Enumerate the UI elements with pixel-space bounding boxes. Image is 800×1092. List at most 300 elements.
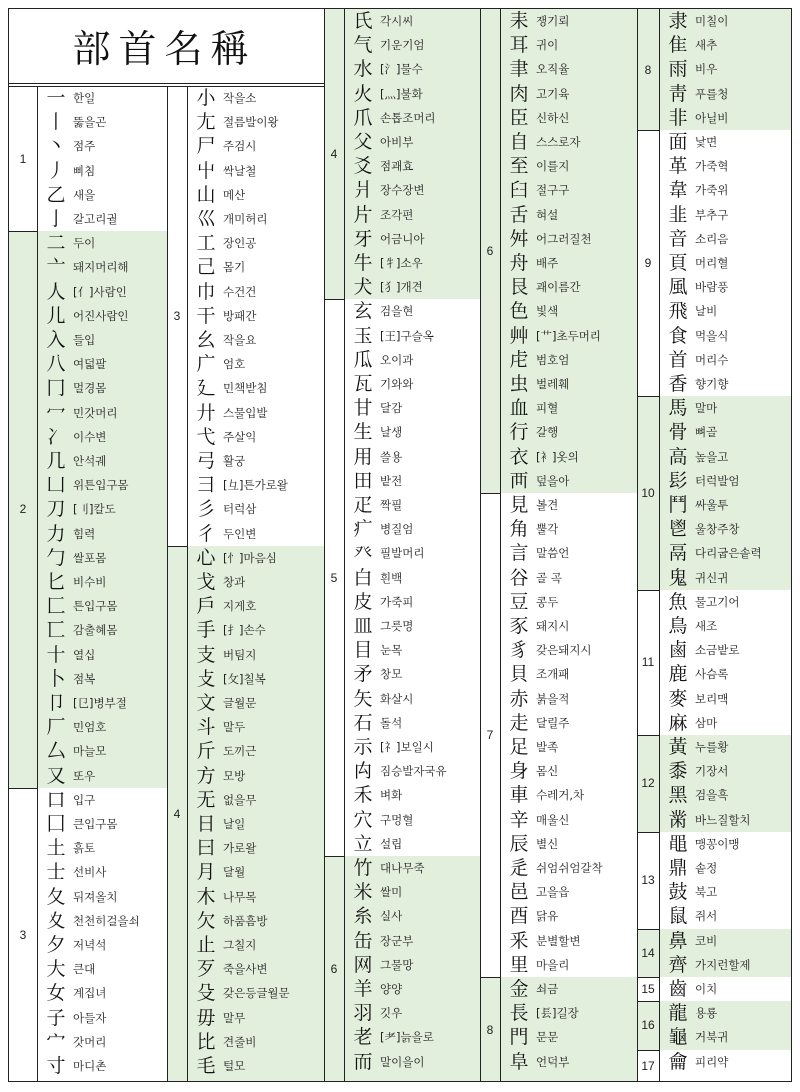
radical-name: 쓸용 [380,449,403,464]
radical-char: 巾 [196,280,216,303]
radical-name: 감출혜몸 [73,623,118,638]
radical-name: 보리맥 [695,691,729,706]
radical-name: 창과 [223,575,246,589]
radical-char: 屮 [196,159,216,182]
radical-name: 새조 [695,619,718,633]
radical-name: [亻]사람인 [73,284,127,299]
radical-char: 木 [196,885,216,908]
radical-name: 말무 [223,1010,246,1025]
radical-name: 글월문 [223,696,257,710]
radical-name: 없을무 [223,792,257,807]
stroke-count-label: 3 [19,927,27,942]
radical-name: 그칠지 [223,938,257,952]
radical-char: 魚 [668,590,688,613]
radical-char: 尸 [196,135,216,158]
radical-name: 새을 [73,187,96,202]
radical-char: 食 [668,324,688,347]
radical-name: 오이과 [380,352,414,367]
radical-char: 爻 [353,155,373,178]
radical-name: 뚫을곤 [73,115,107,130]
radical-char: 冂 [46,377,66,400]
radical-char: 牙 [353,227,373,250]
radical-name: 높을고 [695,449,729,464]
radical-char: 几 [46,450,66,472]
radical-name: 밭전 [380,473,403,488]
radical-name: 비수비 [73,575,107,589]
radical-name: 몸신 [536,764,559,779]
radical-name: 흰백 [380,570,403,585]
radical-name: [艹]초두머리 [536,328,601,343]
radical-char: 隹 [668,34,688,57]
radical-name: 말두 [223,720,246,735]
radical-name: 달감 [380,401,403,416]
radical-char: 金 [509,978,529,1000]
radical-char: 文 [196,692,216,714]
radical-char: 彡 [196,498,216,521]
radical-char: 血 [509,397,529,420]
radical-char: 广 [196,353,216,376]
radical-char: 爿 [353,179,373,202]
radical-char: 自 [509,131,529,153]
radical-name: 가죽위 [695,183,729,198]
radical-char: 鬼 [668,566,688,589]
radical-char: 辰 [509,832,529,855]
radical-name: 갖은등글월문 [223,986,290,1001]
stroke-count-label: 16 [641,1018,655,1033]
radical-char: 長 [509,1002,529,1025]
radical-char: 酉 [509,905,529,928]
radical-char: 辵 [509,857,529,879]
radical-name: 쌀포몸 [73,550,107,565]
radical-name: 버팀지 [223,647,257,662]
radical-char: 黍 [668,760,688,783]
radical-name: [刂]칼도 [73,502,116,517]
radical-char: 米 [353,881,373,904]
radical-name: 매울신 [536,812,570,827]
radical-char: 皮 [353,590,373,613]
radical-name: 삼마 [695,715,718,730]
radical-char: 欠 [196,909,216,932]
radical-name: 그물망 [380,957,414,972]
stroke-count-label: 1 [19,151,27,166]
radical-char: 雨 [668,58,688,81]
radical-name: 민엄호 [73,720,107,735]
radical-name: 비우 [695,62,718,77]
radical-name: 힘력 [73,526,96,541]
radical-name: 뒤져올치 [73,889,118,904]
radical-char: 穴 [353,808,373,831]
radical-name: 볼견 [536,498,559,512]
radical-char: 髟 [668,469,688,492]
radical-name: 돼지머리해 [73,260,129,275]
radical-name: 절름발이왕 [223,115,279,130]
radical-name: 멀경몸 [73,381,107,396]
radical-name: 활궁 [223,454,246,468]
radical-char: 歹 [196,958,216,981]
radical-name: 범호엄 [536,352,570,367]
radical-char: 甘 [353,397,373,420]
radical-name: 가로왈 [223,841,257,856]
radical-name: 돌석 [380,715,403,730]
radical-char: 火 [353,82,373,105]
radical-name: 기와와 [380,377,414,391]
radical-char: 舌 [509,203,529,226]
radical-char: 父 [353,131,373,153]
radical-name: 털모 [223,1059,246,1073]
radical-char: 高 [668,445,688,468]
radical-char: 刀 [46,498,66,521]
radical-name: 여덟팔 [73,357,107,372]
radical-name: 천천히걸을쇠 [73,913,140,928]
radical-name: 마을리 [536,957,570,972]
radical-char: 厶 [46,740,66,763]
radical-char: 力 [46,522,66,545]
radical-char: 鬲 [668,542,688,565]
radical-name: 메산 [223,187,246,202]
radical-char: 犬 [353,276,373,299]
radical-name: 주살익 [223,429,257,444]
radical-char: 鼠 [668,905,688,928]
radical-name: 수레거,차 [536,788,585,803]
radical-char: 水 [353,58,373,81]
radical-name: 날일 [223,817,246,831]
radical-char: 宀 [46,1030,66,1053]
radical-char: 斤 [196,740,216,763]
radical-char: 行 [509,421,529,444]
radical-char: 至 [509,155,529,178]
radical-char: 彐 [196,474,216,497]
radical-name: 필발머리 [380,546,425,561]
radical-char: 鼓 [668,881,688,904]
radical-char: 弓 [196,450,216,472]
radical-char: 瓜 [353,348,373,371]
radical-char: 戈 [196,571,216,593]
radical-name: 두인변 [223,526,257,541]
radical-char: 羊 [353,978,373,1000]
radical-name: 또우 [73,768,96,783]
radical-name: 그릇명 [380,619,414,633]
radical-name: 장인공 [223,236,257,251]
radical-name: 오직율 [536,62,570,77]
radical-name: 쥐서 [695,909,718,924]
radical-name: 들입 [73,333,96,347]
radical-char: 黽 [668,832,688,855]
radical-char: 用 [353,445,373,468]
radical-char: 鳥 [668,615,688,637]
radical-name: 다리굽은솥력 [695,546,762,561]
radical-name: 화살시 [380,691,414,706]
radical-char: 丿 [46,159,66,182]
radical-name: 피리약 [695,1054,729,1069]
radical-name: 날생 [380,425,403,440]
radical-char: 羽 [353,1002,373,1025]
stroke-count-label: 14 [641,945,655,960]
radical-char: 赤 [509,687,529,710]
radical-char: 尢 [196,111,216,134]
radical-char: 衣 [509,445,529,468]
radical-char: 虍 [509,348,529,371]
radical-name: 설립 [380,836,403,851]
radical-char: 臣 [509,106,529,129]
radical-name: 짐승발자국유 [380,764,447,779]
radical-char: 豆 [509,590,529,613]
radical-char: 田 [353,469,373,492]
radical-name: 닭유 [536,909,559,924]
radical-char: 彳 [196,522,216,545]
radical-char: 耒 [509,10,529,32]
radical-char: 阜 [509,1050,529,1073]
radical-name: 조각편 [380,207,414,222]
radical-name: 점괘효 [380,159,414,174]
radical-char: 人 [46,280,66,303]
radical-char: 二 [46,232,66,255]
radical-char: 亠 [46,256,66,279]
radical-char: 韋 [668,179,688,202]
radical-char: 夂 [46,885,66,908]
radical-char: 風 [668,276,688,299]
radical-name: 작을소 [223,91,257,105]
radical-char: 立 [353,832,373,855]
radical-char: 鹿 [668,663,688,686]
radical-char: 寸 [46,1055,66,1077]
radical-char: 乙 [46,183,66,206]
stroke-count-label: 8 [486,1022,494,1037]
radical-char: 辛 [509,808,529,831]
radical-name: [牜]소우 [380,256,423,270]
radical-char: 舟 [509,252,529,274]
radical-name: 소리음 [695,231,729,246]
radical-name: 혀설 [536,207,559,222]
radical-name: 피혈 [536,401,559,416]
radical-name: 아닐비 [695,110,729,125]
radical-char: 臼 [509,179,529,202]
radical-char: 亅 [46,208,66,230]
radical-name: 달릴주 [536,715,570,730]
radical-char: 首 [668,348,688,371]
radical-name: [犭]개견 [380,280,423,295]
radical-name: 말이을이 [380,1054,425,1069]
radical-char: 禾 [353,784,373,807]
radical-char: 入 [46,329,66,351]
radical-name: 먹을식 [695,328,729,343]
radical-name: 깃우 [380,1006,403,1021]
radical-char: 牛 [353,252,373,274]
radical-char: 鼎 [668,857,688,879]
radical-name: 귀신귀 [695,570,729,585]
radical-name: 기운기엄 [380,38,425,53]
stroke-count-label: 15 [641,982,655,997]
radical-name: 안석궤 [73,454,107,468]
radical-char: 曰 [196,837,216,860]
radical-name: 입구 [73,792,96,807]
radical-char: 鬥 [668,494,688,516]
radical-name: 쟁기뢰 [536,14,570,28]
radical-name: 머리혈 [695,256,729,270]
radical-char: 音 [668,227,688,250]
radical-name: 별신 [536,836,559,851]
radical-char: 卩 [46,692,66,714]
stroke-count-label: 3 [173,308,181,323]
radical-char: 匸 [46,619,66,642]
radical-name: [扌]손수 [223,623,266,638]
radical-char: 玉 [353,324,373,347]
radical-char: 骨 [668,421,688,444]
radical-char: 土 [46,837,66,860]
radical-name: 손톱조머리 [380,110,436,125]
radical-name: [镸]길장 [536,1006,579,1021]
radical-char: 气 [353,34,373,57]
radical-name: 검을현 [380,304,414,319]
radical-char: 丶 [46,135,66,158]
radical-name: [忄]마음심 [223,550,277,565]
radical-name: 언덕부 [536,1054,570,1069]
radical-char: 虫 [509,373,529,395]
radical-name: 장수장변 [380,183,425,198]
radical-char: 干 [196,304,216,327]
radical-name: 방패간 [223,308,257,323]
radical-char: 己 [196,256,216,279]
radical-name: 두이 [73,236,96,251]
stroke-count-label: 4 [173,806,181,821]
radical-char: 工 [196,232,216,255]
radical-name: 문문 [536,1030,559,1045]
radical-name: 튼입구몸 [73,599,118,614]
radical-char: 口 [46,788,66,811]
radical-name: [氵]물수 [380,62,423,77]
radical-name: 엄호 [223,357,246,372]
radical-char: 支 [196,643,216,666]
radical-name: 사슴록 [695,667,729,682]
radical-char: 凵 [46,474,66,497]
radical-name: 싹날철 [223,163,257,178]
radical-name: 점주 [73,139,96,154]
radical-name: 골 곡 [536,570,562,585]
radical-name: [灬]불화 [380,86,423,101]
radical-name: [彑]튼가로왈 [223,478,288,493]
radical-char: 止 [196,934,216,956]
radical-char: 夊 [46,909,66,932]
radical-name: 터럭발엄 [695,473,740,488]
radical-char: 幺 [196,329,216,351]
radical-char: 麻 [668,711,688,734]
radical-char: 生 [353,421,373,444]
radical-name: 위튼입구몸 [73,478,129,493]
radical-char: 殳 [196,982,216,1005]
radical-char: 石 [353,711,373,734]
radical-name: 맹꽁이맹 [695,836,740,851]
radical-char: 飛 [668,300,688,323]
radical-name: 절구구 [536,183,570,198]
radical-name: 민책받침 [223,381,268,396]
radical-name: 눈목 [380,643,403,658]
radical-name: 몸기 [223,260,246,275]
radical-name: 말씀언 [536,546,570,561]
radical-char: 鬯 [668,518,688,541]
radical-char: 麥 [668,687,688,710]
radical-char: 夕 [46,934,66,956]
radical-char: 又 [46,764,66,787]
radical-char: 冫 [46,425,66,448]
stroke-count-label: 2 [19,502,27,517]
radical-name: 향기향 [695,377,729,391]
radical-char: 厂 [46,716,66,739]
radical-char: 禸 [353,760,373,783]
radical-char: 面 [668,131,688,153]
radical-name: 가지런할제 [695,957,751,972]
radical-char: 鹵 [668,639,688,662]
radical-name: 죽을사변 [223,962,268,977]
radical-char: 谷 [509,566,529,589]
radical-name: 신하신 [536,110,570,125]
stroke-count-label: 10 [641,485,655,500]
radical-name: 덮을아 [536,473,570,488]
radical-char: 斗 [196,716,216,739]
radical-name: 새추 [695,38,718,53]
radical-char: 非 [668,106,688,129]
radical-name: 푸를청 [695,86,729,101]
radical-char: 戶 [196,595,216,618]
radical-char: 瓦 [353,373,373,395]
radical-name: 창모 [380,667,403,682]
radical-name: 개미허리 [223,212,268,226]
radical-char: 廴 [196,377,216,400]
radical-name: 코비 [695,933,718,948]
radical-name: 귀이 [536,38,559,53]
radical-char: 一 [46,87,66,109]
radical-name: 점복 [73,671,96,686]
radical-char: 鼻 [668,929,688,952]
radical-char: 走 [509,711,529,734]
radical-char: 釆 [509,929,529,952]
radical-char: 攴 [196,667,216,690]
radical-char: 廾 [196,401,216,424]
radical-char: 囗 [46,813,66,835]
radical-name: 콩두 [536,594,559,609]
radical-name: 분별할변 [536,933,581,948]
radical-char: 革 [668,155,688,178]
radical-char: 邑 [509,881,529,904]
radical-char: 龜 [668,1026,688,1049]
radical-name: [㔾]병부절 [73,696,127,710]
radical-name: 말마 [695,401,718,416]
radical-name: 쉬엄쉬엄갈착 [536,861,603,875]
radical-char: 豕 [509,615,529,637]
radical-char: 山 [196,183,216,206]
radical-name: 수건건 [223,284,257,299]
radical-char: 卜 [46,667,66,690]
radical-name: [攵]칠복 [223,671,266,686]
radical-name: 나무목 [223,889,257,904]
radical-char: 方 [196,764,216,787]
radical-name: 가죽혁 [695,159,729,174]
radical-char: 色 [509,300,529,323]
radical-char: 士 [46,861,66,884]
radical-name: 머리수 [695,352,729,367]
radical-char: 龠 [668,1050,688,1073]
radical-name: 돼지시 [536,619,570,633]
radical-char: 馬 [668,397,688,420]
radical-name: 벌레훼 [536,377,570,391]
radical-name: 날비 [695,304,718,319]
radical-char: 而 [353,1050,373,1073]
radical-char: 女 [46,982,66,1005]
radical-name: 터럭삼 [223,502,257,517]
radical-char: 身 [509,760,529,783]
radical-name: 작을요 [223,333,257,347]
radical-char: 心 [196,546,216,569]
radical-char: 癶 [353,542,373,565]
radical-name: 실사 [380,909,403,924]
